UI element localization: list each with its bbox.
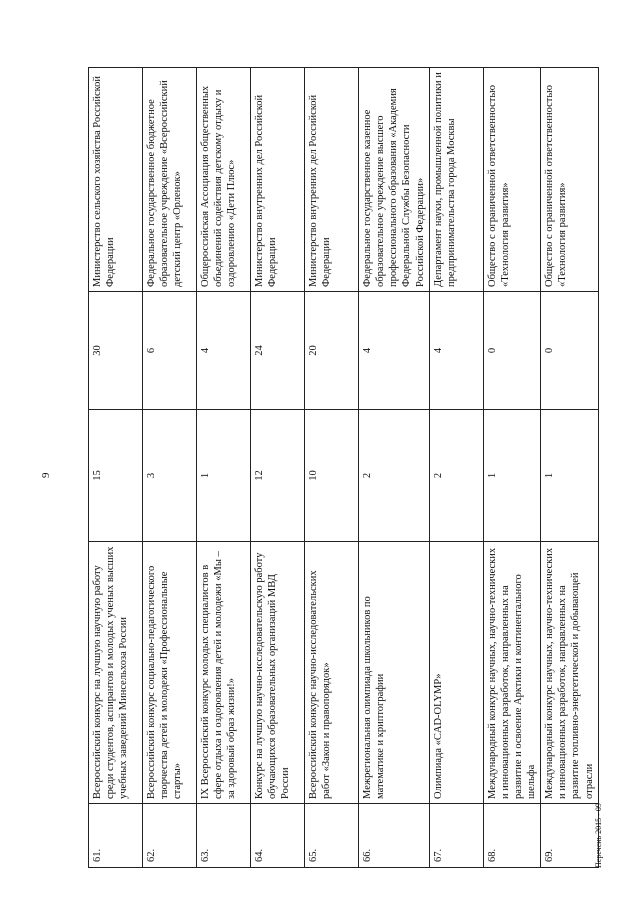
participants-2: 24: [251, 292, 305, 410]
page-number: 9: [40, 472, 52, 478]
competition-name: Конкурс на лучшую научно-исследовательскую работу обучающихся образовательных организаций МВД России: [251, 542, 305, 804]
row-number: 63.: [197, 804, 251, 868]
row-number: 68.: [483, 804, 541, 868]
document-footer: Перечень 2015 - 09: [594, 803, 603, 868]
table-row: [89, 68, 143, 868]
participants-2: 4: [197, 292, 251, 410]
table-row: [305, 68, 359, 868]
row-number: 61.: [89, 804, 143, 868]
table-row: [359, 68, 430, 868]
participants-2: 6: [143, 292, 197, 410]
participants-1: 2: [359, 410, 430, 542]
table-row: [541, 68, 599, 868]
participants-1: 3: [143, 410, 197, 542]
organizer: Федеральное государственное казенное образовательное учреждение высшего профессионального образования «Академия Федеральной Службы Безопасности Российской Федерации»: [359, 68, 430, 292]
table-row: [197, 68, 251, 868]
row-number: 67.: [429, 804, 483, 868]
competition-name: Международный конкурс научных, научно-технических и инновационных разработок, направленных на развитие и освоение Арктики и континентального шельфа: [483, 542, 541, 804]
participants-1: 10: [305, 410, 359, 542]
participants-1: 1: [541, 410, 599, 542]
participants-2: 4: [359, 292, 430, 410]
participants-2: 0: [483, 292, 541, 410]
participants-1: 12: [251, 410, 305, 542]
participants-2: 4: [429, 292, 483, 410]
participants-2: 20: [305, 292, 359, 410]
competition-name: Межрегиональная олимпиада школьников по математике и криптографии: [359, 542, 430, 804]
organizer: Общество с ограниченной ответственностью «Технология развития»: [541, 68, 599, 292]
organizer: Министерство внутренних дел Российской Федерации: [305, 68, 359, 292]
participants-2: 30: [89, 292, 143, 410]
table-row: [251, 68, 305, 868]
participants-1: 2: [429, 410, 483, 542]
competition-name: Международный конкурс научных, научно-технических и инновационных разработок, направленных на развитие топливно-энергетической и добывающей отрасли: [541, 542, 599, 804]
organizer: Министерство внутренних дел Российской Федерации: [251, 68, 305, 292]
row-number: 66.: [359, 804, 430, 868]
competition-name: Всероссийский конкурс на лучшую научную работу среди студентов, аспирантов и молодых ученых высших учебных заведений Минсельхоза России: [89, 542, 143, 804]
organizer: Общество с ограниченной ответственностью «Технология развития»: [483, 68, 541, 292]
row-number: 65.: [305, 804, 359, 868]
row-number: 64.: [251, 804, 305, 868]
participants-1: 1: [483, 410, 541, 542]
table-row: [143, 68, 197, 868]
table-row: [483, 68, 541, 868]
competitions-table-rotated: [88, 68, 595, 868]
organizer: Министерство сельского хозяйства Российской Федерации: [89, 68, 143, 292]
organizer: Общероссийская Ассоциация общественных объединений содействия детскому отдыху и оздоровлению «Дети Плюс»: [197, 68, 251, 292]
organizer: Федеральное государственное бюджетное образовательное учреждение «Всероссийский детский центр «Орленок»: [143, 68, 197, 292]
competition-name: IX Всероссийский конкурс молодых специалистов в сфере отдыха и оздоровления детей и молодежи «Мы – за здоровый образ жизни!»: [197, 542, 251, 804]
competition-name: Всероссийский конкурс научно-исследовательских работ «Закон и правопорядок»: [305, 542, 359, 804]
competition-name: Всероссийский конкурс социально-педагогического творчества детей и молодежи «Профессиональные старты»: [143, 542, 197, 804]
row-number: 69.: [541, 804, 599, 868]
table-row: [429, 68, 483, 868]
participants-2: 0: [541, 292, 599, 410]
row-number: 62.: [143, 804, 197, 868]
organizer: Департамент науки, промышленной политики и предпринимательства города Москвы: [429, 68, 483, 292]
participants-1: 1: [197, 410, 251, 542]
participants-1: 15: [89, 410, 143, 542]
competitions-table: [88, 67, 599, 868]
competition-name: Олимпиада «CAD-OLYMP»: [429, 542, 483, 804]
